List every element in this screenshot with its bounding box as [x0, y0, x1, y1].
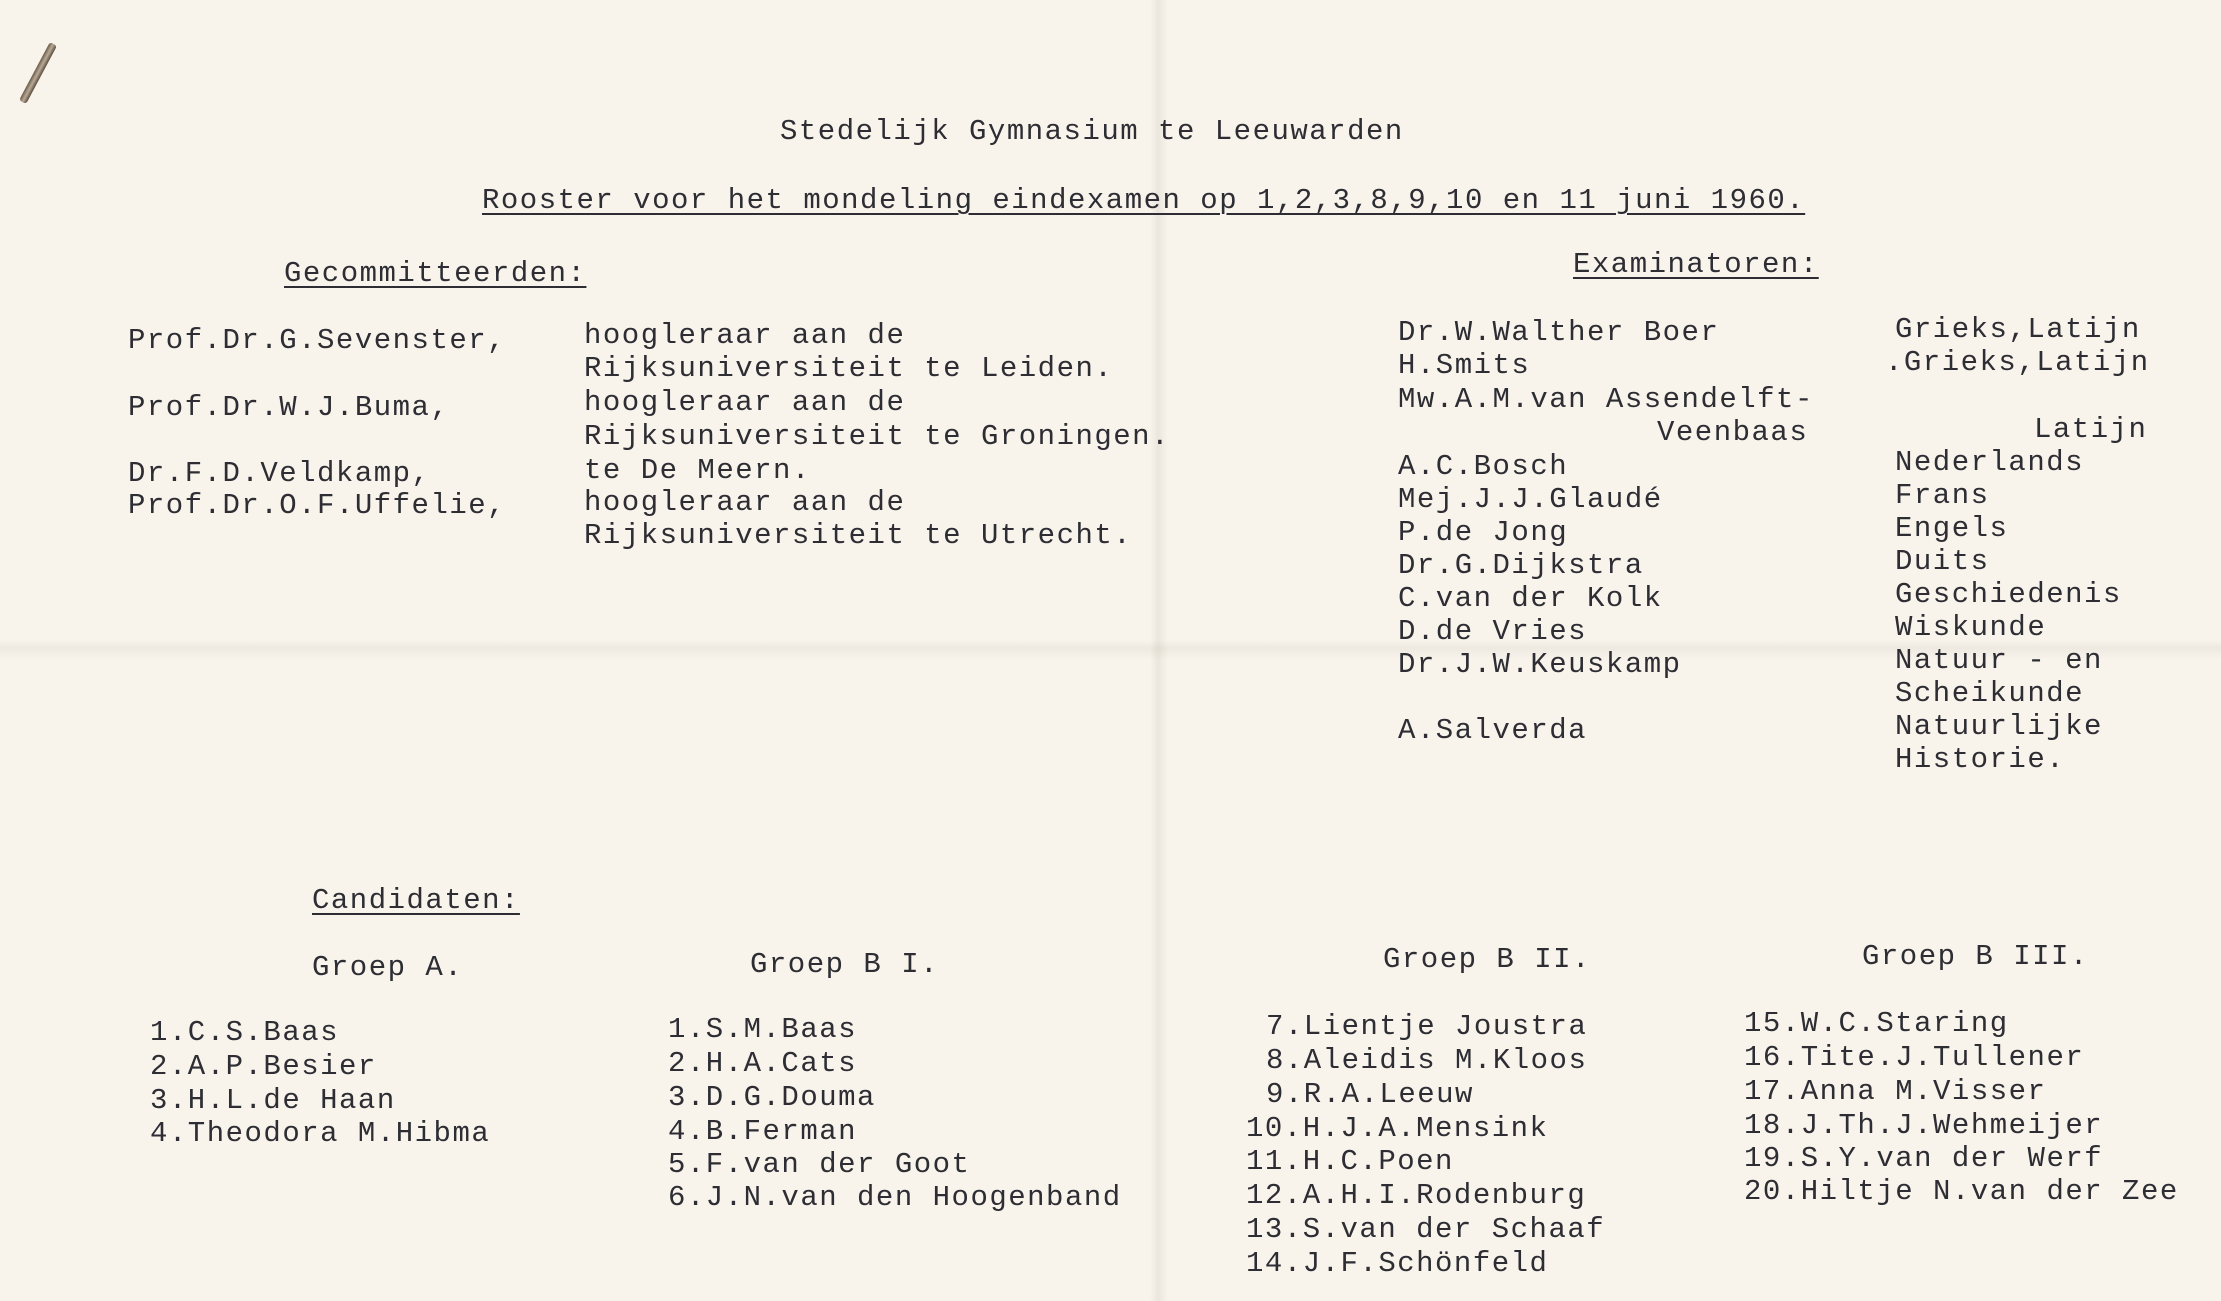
examinator-name: H.Smits — [1398, 349, 1531, 382]
examinatoren-heading: Examinatoren: — [1573, 248, 1819, 281]
gecommitteerde-name: Prof.Dr.O.F.Uffelie, — [128, 489, 507, 522]
examinator-subject: Grieks,Latijn — [1895, 313, 2141, 346]
candidate-item: 17.Anna M.Visser — [1744, 1075, 2047, 1108]
candidate-item: 19.S.Y.van der Werf — [1744, 1142, 2104, 1175]
candidate-item: 1.S.M.Baas — [668, 1013, 858, 1046]
examinator-subject: Natuurlijke — [1895, 710, 2103, 743]
group-heading: Groep B II. — [1383, 943, 1591, 976]
examinator-subject: Natuur - en — [1895, 644, 2103, 677]
examinator-subject: Duits — [1895, 545, 1990, 578]
candidate-item: 18.J.Th.J.Wehmeijer — [1744, 1109, 2104, 1142]
examinator-subject: Engels — [1895, 512, 2009, 545]
examinator-subject: Historie. — [1895, 743, 2066, 776]
examinator-name: Mej.J.J.Glaudé — [1398, 483, 1663, 516]
gecommitteerde-name: Prof.Dr.G.Sevenster, — [128, 324, 507, 357]
examinator-name: P.de Jong — [1398, 516, 1569, 549]
gecommitteerde-desc: hoogleraar aan de — [584, 486, 906, 519]
candidate-item: 5.F.van der Goot — [668, 1148, 971, 1181]
examinator-subject: Latijn — [2034, 413, 2148, 446]
candidate-item: 10.H.J.A.Mensink — [1246, 1112, 1549, 1145]
examinator-subject: Geschiedenis — [1895, 578, 2122, 611]
candidate-item: 13.S.van der Schaaf — [1246, 1213, 1606, 1246]
candidate-item: 11.H.C.Poen — [1246, 1145, 1454, 1178]
examinator-name: C.van der Kolk — [1398, 582, 1663, 615]
school-name: Stedelijk Gymnasium te Leeuwarden — [780, 115, 1404, 148]
gecommitteerde-desc: Rijksuniversiteit te Groningen. — [584, 420, 1170, 453]
candidate-item: 20.Hiltje N.van der Zee — [1744, 1175, 2179, 1208]
group-heading: Groep B III. — [1862, 940, 2089, 973]
candidate-item: 3.H.L.de Haan — [150, 1084, 396, 1117]
examinator-subject: .Grieks,Latijn — [1885, 346, 2150, 379]
gecommitteerde-desc: te De Meern. — [584, 454, 811, 487]
examinator-subject: Frans — [1895, 479, 1990, 512]
candidate-item: 12.A.H.I.Rodenburg — [1246, 1179, 1587, 1212]
candidate-item: 8.Aleidis M.Kloos — [1266, 1044, 1588, 1077]
candidate-item: 16.Tite.J.Tullener — [1744, 1041, 2085, 1074]
candidate-item: 4.Theodora M.Hibma — [150, 1117, 491, 1150]
candidate-item: 9.R.A.Leeuw — [1266, 1078, 1474, 1111]
gecommitteerde-name: Prof.Dr.W.J.Buma, — [128, 391, 450, 424]
candidate-item: 7.Lientje Joustra — [1266, 1010, 1588, 1043]
gecommitteerden-heading: Gecommitteerden: — [284, 257, 587, 290]
candidate-item: 6.J.N.van den Hoogenband — [668, 1181, 1122, 1214]
examinator-name: Dr.G.Dijkstra — [1398, 549, 1644, 582]
candidate-item: 15.W.C.Staring — [1744, 1007, 2009, 1040]
candidate-item: 3.D.G.Douma — [668, 1081, 876, 1114]
group-heading: Groep B I. — [750, 948, 940, 981]
gecommitteerde-desc: hoogleraar aan de — [584, 386, 906, 419]
examinator-name: Mw.A.M.van Assendelft- — [1398, 383, 1814, 416]
examinator-name: Dr.W.Walther Boer — [1398, 316, 1720, 349]
examinator-name: A.Salverda — [1398, 714, 1588, 747]
candidate-item: 1.C.S.Baas — [150, 1016, 340, 1049]
gecommitteerde-name: Dr.F.D.Veldkamp, — [128, 457, 431, 490]
gecommitteerde-desc: Rijksuniversiteit te Utrecht. — [584, 519, 1133, 552]
candidate-item: 4.B.Ferman — [668, 1115, 858, 1148]
examinator-subject: Nederlands — [1895, 446, 2085, 479]
examinator-name: Veenbaas — [1657, 416, 1809, 449]
gecommitteerde-desc: Rijksuniversiteit te Leiden. — [584, 352, 1114, 385]
candidate-item: 2.A.P.Besier — [150, 1050, 377, 1083]
examinator-subject: Wiskunde — [1895, 611, 2047, 644]
group-heading: Groep A. — [312, 951, 464, 984]
examinator-name: A.C.Bosch — [1398, 450, 1569, 483]
examinator-name: Dr.J.W.Keuskamp — [1398, 648, 1682, 681]
examinator-name: D.de Vries — [1398, 615, 1588, 648]
gecommitteerde-desc: hoogleraar aan de — [584, 319, 906, 352]
candidate-item: 2.H.A.Cats — [668, 1047, 858, 1080]
document-title: Rooster voor het mondeling eindexamen op 1,2,3,8,9,10 en 11 juni 1960. — [482, 184, 1806, 217]
candidaten-heading: Candidaten: — [312, 884, 520, 917]
candidate-item: 14.J.F.Schönfeld — [1246, 1247, 1549, 1280]
examinator-subject: Scheikunde — [1895, 677, 2085, 710]
